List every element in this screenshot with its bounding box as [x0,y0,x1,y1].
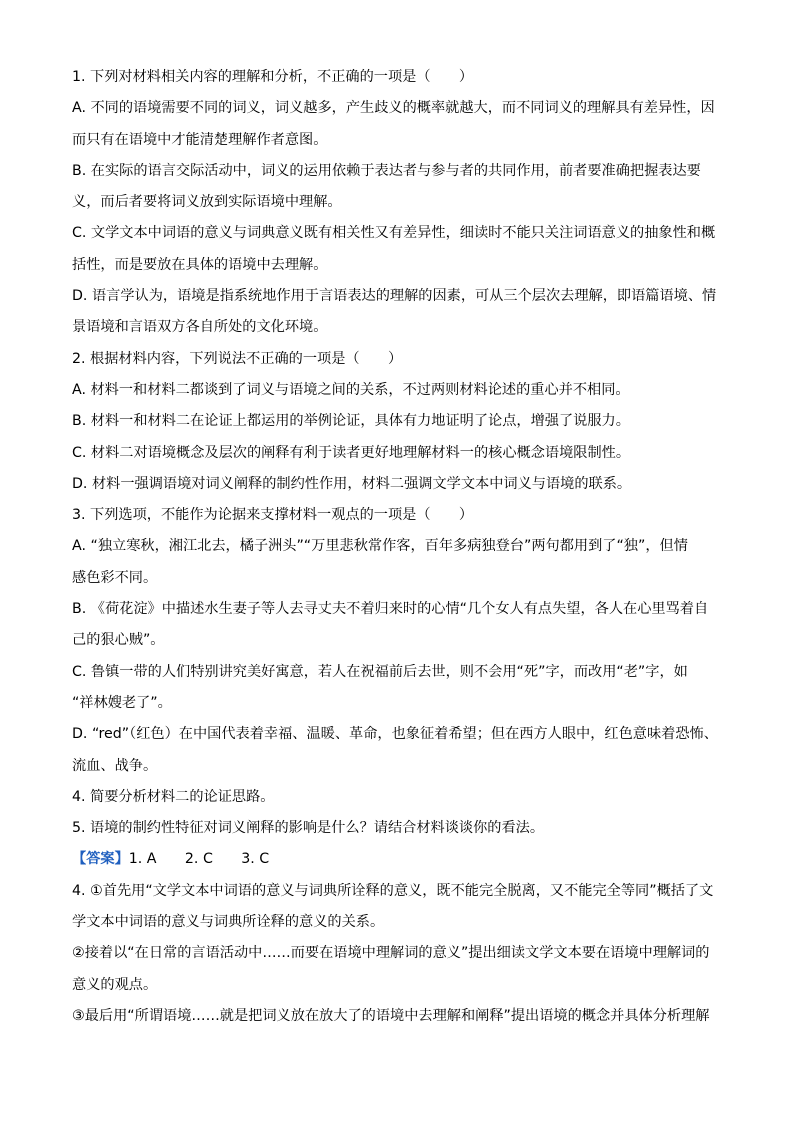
a4-line-5: ③最后用“所谓语境……就是把词义放在放大了的语境中去理解和阐释”提出语境的概念并具体分析理解 [72,1007,710,1024]
a4-line-3: ②接着以“在日常的言语活动中……而要在语境中理解词的意义”提出细读文学文本要在语境中理解词的 [72,945,710,962]
q2-option-b: B. 材料一和材料二在论证上都运用的举例论证，具体有力地证明了论点，增强了说服力。 [72,413,630,430]
q3-option-c-line1: C. 鲁镇一带的人们特别讲究美好寓意，若人在祝福前后去世，则不会用“死”字，而改用“老”字，如 [72,663,688,680]
a4-line-1: 4. ①首先用“文学文本中词语的意义与词典所诠释的意义，既不能完全脱离，又不能完全等同”概括了文 [72,882,714,899]
q2-option-c: C. 材料二对语境概念及层次的阐释有利于读者更好地理解材料一的核心概念语境限制性。 [72,444,631,461]
q2-stem: 2. 根据材料内容，下列说法不正确的一项是（ ） [72,350,403,367]
q2-option-d: D. 材料一强调语境对词义阐释的制约性作用，材料二强调文学文本中词义与语境的联系。 [72,475,632,492]
q1-option-b-line1: B. 在实际的语言交际活动中，词义的运用依赖于表达者与参与者的共同作用，前者要准确把握表达要 [72,162,701,179]
q3-option-b-line2: 己的狠心贼”。 [72,632,165,649]
document-page [72,62,722,1032]
answer-line [72,844,722,875]
q1-option-d-line1: D. 语言学认为，语境是指系统地作用于言语表达的理解的因素，可从三个层次去理解，即语篇语境、情 [72,288,717,305]
q1-option-b-line2: 义，而后者要将词义放到实际语境中理解。 [72,194,342,211]
q1-option-d-line2: 景语境和言语双方各自所处的文化环境。 [72,319,328,336]
a4-line-2: 学文本中词语的意义与词典所诠释的意义的关系。 [72,914,385,931]
answer-tag: 【答案】 [72,851,129,868]
q3-option-a-line1: A. “独立寒秋，湘江北去，橘子洲头”“万里悲秋常作客，百年多病独登台”两句都用到了“独”，但情 [72,538,688,555]
q1-option-a-line2: 而只有在语境中才能清楚理解作者意图。 [72,131,328,148]
q2-option-a: A. 材料一和材料二都谈到了词义与语境之间的关系，不过两则材料论述的重心并不相同。 [72,381,630,398]
q1-option-a-line1: A. 不同的语境需要不同的词义，词义越多，产生歧义的概率就越大，而不同词义的理解具有差异性，因 [72,100,715,117]
q3-option-c-line2: “祥林嫂老了”。 [72,694,172,711]
q1-stem: 1. 下列对材料相关内容的理解和分析，不正确的一项是（ ） [72,69,474,85]
q3-stem: 3. 下列选项，不能作为论据来支撑材料一观点的一项是（ ） [72,507,474,524]
a4-line-4: 意义的观点。 [72,976,158,993]
q1-option-c-line2: 括性，而是要放在具体的语境中去理解。 [72,256,328,273]
q3-option-d-line2: 流血、战争。 [72,757,158,774]
q3-option-b-line1: B. 《荷花淀》中描述水生妻子等人去寻丈夫不着归来时的心情“几个女人有点失望，各人在心里骂着自 [72,601,709,618]
q5-stem: 5. 语境的制约性特征对词义阐释的影响是什么？请结合材料谈谈你的看法。 [72,820,545,837]
q3-option-a-line2: 感色彩不同。 [72,569,158,586]
q3-option-d-line1: D. “red”（红色）在中国代表着幸福、温暖、革命，也象征着希望；但在西方人眼中，红色意味着恐怖、 [72,726,718,743]
q4-stem: 4. 简要分析材料二的论证思路。 [72,788,275,805]
answer-text: 1. A 2. C 3. C [128,851,270,868]
q1-option-c-line1: C. 文学文本中词语的意义与词典意义既有相关性又有差异性，细读时不能只关注词语意义的抽象性和概 [72,225,716,242]
